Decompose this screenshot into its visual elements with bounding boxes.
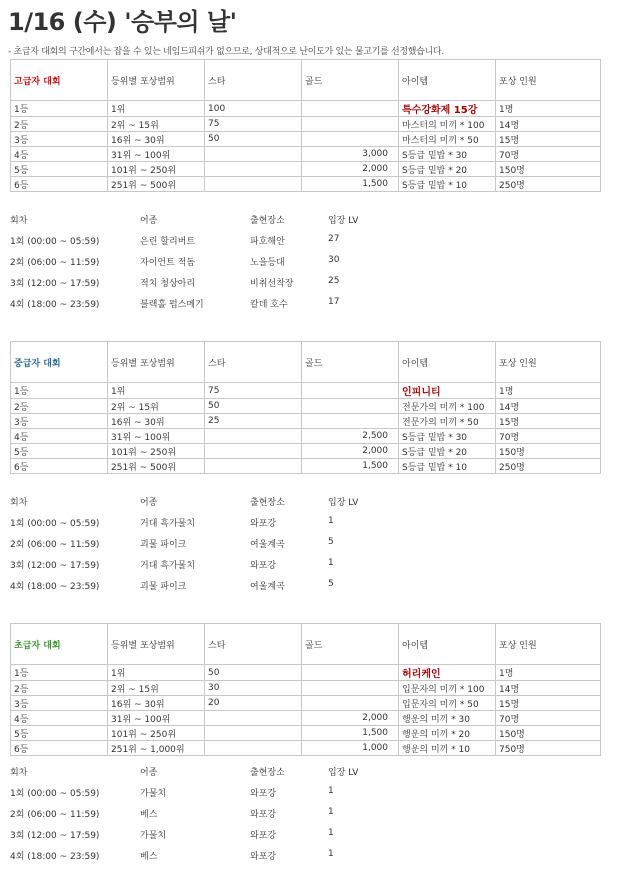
table-cell: 70명 [496,429,601,444]
schedule-cell: 와포강 [250,519,277,529]
table-row [11,429,601,444]
table-row [11,147,601,162]
table-cell: S등급 밑밥 * 30 [399,147,496,162]
table-cell: S등급 밑밥 * 30 [399,429,496,444]
page-note: - 초급자 대회의 구간에서는 잡을 수 있는 네임드피쉬가 없으므로, 상대적으로 난이도가 있는 물고기를 선정했습니다. [8,47,444,57]
schedule-cell: 베스 [140,852,158,862]
table-row [11,132,601,147]
schedule-column-header: 입장 LV [328,498,359,508]
table-cell [205,711,302,726]
schedule-cell: 5 [328,579,334,589]
table-cell: 2등 [11,117,108,132]
table-cell: 5등 [11,162,108,177]
reward-table [10,59,601,192]
table-row [11,741,601,756]
table-cell: 1등 [11,101,108,117]
schedule-cell: 4회 (18:00 ~ 23:59) [10,852,100,862]
schedule-cell: 와포강 [250,852,277,862]
table-cell: 3등 [11,132,108,147]
column-header: 골드 [302,624,399,665]
schedule-column-header: 입장 LV [328,216,359,226]
schedule-cell: 5 [328,537,334,547]
schedule-cell: 30 [328,255,340,265]
table-row [11,711,601,726]
schedule-cell: 4회 (18:00 ~ 23:59) [10,300,100,310]
table-cell [205,741,302,756]
schedule-cell: 가물치 [140,831,167,841]
table-cell [302,696,399,711]
table-cell: 15명 [496,132,601,147]
table-cell: 3,000 [302,147,399,162]
reward-table [10,341,601,474]
table-cell: 25 [205,414,302,429]
table-cell: 16위 ~ 30위 [108,414,205,429]
table-cell: 750명 [496,741,601,756]
table-cell: 5등 [11,726,108,741]
schedule-cell: 17 [328,297,340,307]
table-cell: 16위 ~ 30위 [108,132,205,147]
table-cell: 101위 ~ 250위 [108,726,205,741]
table-cell: 75 [205,383,302,399]
schedule-cell: 1 [328,807,334,817]
table-cell: 입문자의 미끼 * 100 [399,681,496,696]
table-cell [302,117,399,132]
table-cell: 행운의 미끼 * 10 [399,741,496,756]
table-row [11,162,601,177]
reward-table [10,623,601,756]
schedule-column-header: 회차 [10,768,28,778]
table-row [11,726,601,741]
table-cell: 150명 [496,726,601,741]
table-cell: 1명 [496,101,601,117]
schedule-cell: 노을등대 [250,258,285,268]
table-cell [205,429,302,444]
table-cell: 31위 ~ 100위 [108,429,205,444]
table-cell: 251위 ~ 500위 [108,459,205,474]
table-cell: 1,500 [302,177,399,192]
schedule-cell: 2회 (06:00 ~ 11:59) [10,258,100,268]
table-cell: 14명 [496,399,601,414]
table-cell: S등급 밑밥 * 10 [399,459,496,474]
schedule-cell: 와포강 [250,810,277,820]
schedule-column-header: 어종 [140,216,158,226]
table-row [11,414,601,429]
table-cell: 20 [205,696,302,711]
table-cell: 입문자의 미끼 * 50 [399,696,496,711]
schedule-cell: 와포강 [250,789,277,799]
schedule-cell: 자이언트 적돔 [140,258,196,268]
table-cell: 50 [205,665,302,681]
schedule-cell: 괴물 파이크 [140,540,187,550]
table-row [11,399,601,414]
table-cell: 100 [205,101,302,117]
schedule-column-header: 입장 LV [328,768,359,778]
table-cell: 1,500 [302,726,399,741]
table-row [11,681,601,696]
table-cell [205,726,302,741]
table-cell: 1등 [11,383,108,399]
table-cell: 75 [205,117,302,132]
column-header: 스타 [205,342,302,383]
column-header: 포상 인원 [496,624,601,665]
column-header: 골드 [302,342,399,383]
schedule-cell: 여울계곡 [250,540,285,550]
schedule-cell: 1회 (00:00 ~ 05:59) [10,789,100,799]
schedule-column-header: 출현장소 [250,216,285,226]
schedule-cell: 25 [328,276,340,286]
table-cell [302,665,399,681]
schedule-cell: 괴물 파이크 [140,582,187,592]
table-row [11,101,601,117]
table-cell: 31위 ~ 100위 [108,711,205,726]
table-cell: 2등 [11,681,108,696]
table-cell [205,459,302,474]
schedule-cell: 1 [328,558,334,568]
table-cell: 3등 [11,414,108,429]
table-cell: 15명 [496,414,601,429]
table-cell: 행운의 미끼 * 30 [399,711,496,726]
schedule-cell: 3회 (12:00 ~ 17:59) [10,831,100,841]
column-header: 아이템 [399,60,496,101]
table-cell: 250명 [496,177,601,192]
schedule-column-header: 어종 [140,768,158,778]
schedule-cell: 1회 (00:00 ~ 05:59) [10,237,100,247]
table-cell: 1위 [108,383,205,399]
table-cell: 3등 [11,696,108,711]
column-header: 포상 인원 [496,60,601,101]
schedule-column-header: 출현장소 [250,498,285,508]
table-cell: 30 [205,681,302,696]
table-cell: 마스터의 미끼 * 50 [399,132,496,147]
special-item-cell: 인피니티 [399,383,496,399]
table-cell [205,177,302,192]
table-cell: 행운의 미끼 * 20 [399,726,496,741]
tournament-name: 고급자 대회 [11,60,108,101]
table-cell [302,383,399,399]
table-cell: S등급 밑밥 * 20 [399,444,496,459]
table-row [11,177,601,192]
schedule-column-header: 회차 [10,216,28,226]
table-header-row [11,342,601,383]
schedule-cell: 4회 (18:00 ~ 23:59) [10,582,100,592]
table-cell: 2위 ~ 15위 [108,399,205,414]
column-header: 아이템 [399,342,496,383]
table-cell: 1,000 [302,741,399,756]
table-cell: 2,500 [302,429,399,444]
table-cell [302,101,399,117]
schedule-cell: 2회 (06:00 ~ 11:59) [10,810,100,820]
table-cell: 1위 [108,101,205,117]
table-row [11,444,601,459]
table-cell: 6등 [11,459,108,474]
special-item-cell: 특수강화제 15강 [399,101,496,117]
schedule-cell: 가물치 [140,789,167,799]
table-cell: 31위 ~ 100위 [108,147,205,162]
schedule-cell: 3회 (12:00 ~ 17:59) [10,279,100,289]
table-cell: 14명 [496,681,601,696]
table-cell: 2위 ~ 15위 [108,681,205,696]
schedule-cell: 와포강 [250,561,277,571]
schedule-cell: 칼데 호수 [250,300,288,310]
table-cell: 2,000 [302,444,399,459]
table-cell: 250명 [496,459,601,474]
table-row [11,383,601,399]
table-cell: S등급 밑밥 * 10 [399,177,496,192]
table-cell: 15명 [496,696,601,711]
schedule-cell: 3회 (12:00 ~ 17:59) [10,561,100,571]
schedule-cell: 1회 (00:00 ~ 05:59) [10,519,100,529]
table-cell: 14명 [496,117,601,132]
table-cell: 101위 ~ 250위 [108,162,205,177]
schedule-column-header: 회차 [10,498,28,508]
table-cell: 5등 [11,444,108,459]
schedule-cell: 적치 청상아리 [140,279,196,289]
column-header: 포상 인원 [496,342,601,383]
schedule-cell: 1 [328,786,334,796]
schedule-cell: 거대 흑가물치 [140,519,196,529]
table-cell [302,399,399,414]
table-cell: 6등 [11,177,108,192]
table-cell: 50 [205,399,302,414]
table-cell: 전문가의 미끼 * 100 [399,399,496,414]
table-cell: 전문가의 미끼 * 50 [399,414,496,429]
table-cell: 마스터의 미끼 * 100 [399,117,496,132]
column-header: 아이템 [399,624,496,665]
table-cell: 251위 ~ 1,000위 [108,741,205,756]
table-cell: 2등 [11,399,108,414]
table-cell: 150명 [496,162,601,177]
schedule-cell: 비취선착장 [250,279,294,289]
table-cell [205,444,302,459]
schedule-cell: 파호해안 [250,237,285,247]
table-cell: 2,000 [302,162,399,177]
schedule-cell: 블랙홀 펍스메기 [140,300,204,310]
column-header: 등위별 포상범위 [108,60,205,101]
column-header: 스타 [205,60,302,101]
table-cell [302,132,399,147]
page-title: 1/16 (수) '승부의 날' [8,8,237,36]
table-row [11,696,601,711]
schedule-cell: 1 [328,516,334,526]
table-cell: 4등 [11,711,108,726]
table-header-row [11,60,601,101]
schedule-cell: 2회 (06:00 ~ 11:59) [10,540,100,550]
schedule-cell: 베스 [140,810,158,820]
column-header: 골드 [302,60,399,101]
table-cell: 4등 [11,429,108,444]
table-row [11,459,601,474]
table-cell: 251위 ~ 500위 [108,177,205,192]
table-cell: S등급 밑밥 * 20 [399,162,496,177]
column-header: 등위별 포상범위 [108,624,205,665]
table-cell: 1위 [108,665,205,681]
schedule-column-header: 어종 [140,498,158,508]
table-cell: 1,500 [302,459,399,474]
table-cell [302,414,399,429]
table-cell: 4등 [11,147,108,162]
table-cell: 1명 [496,665,601,681]
table-cell: 70명 [496,711,601,726]
table-cell: 6등 [11,741,108,756]
table-cell: 1명 [496,383,601,399]
schedule-cell: 은린 할리버트 [140,237,196,247]
table-cell: 16위 ~ 30위 [108,696,205,711]
table-cell: 101위 ~ 250위 [108,444,205,459]
table-cell: 2위 ~ 15위 [108,117,205,132]
table-cell [205,147,302,162]
schedule-cell: 와포강 [250,831,277,841]
schedule-cell: 1 [328,849,334,859]
tournament-name: 중급자 대회 [11,342,108,383]
table-cell: 70명 [496,147,601,162]
schedule-cell: 거대 흑가물치 [140,561,196,571]
schedule-cell: 27 [328,234,340,244]
table-row [11,665,601,681]
tournament-name: 초급자 대회 [11,624,108,665]
schedule-cell: 1 [328,828,334,838]
table-cell: 50 [205,132,302,147]
schedule-cell: 여울계곡 [250,582,285,592]
schedule-column-header: 출현장소 [250,768,285,778]
special-item-cell: 허리케인 [399,665,496,681]
table-header-row [11,624,601,665]
table-row [11,117,601,132]
table-cell: 2,000 [302,711,399,726]
table-cell: 1등 [11,665,108,681]
table-cell: 150명 [496,444,601,459]
column-header: 스타 [205,624,302,665]
table-cell [205,162,302,177]
column-header: 등위별 포상범위 [108,342,205,383]
table-cell [302,681,399,696]
